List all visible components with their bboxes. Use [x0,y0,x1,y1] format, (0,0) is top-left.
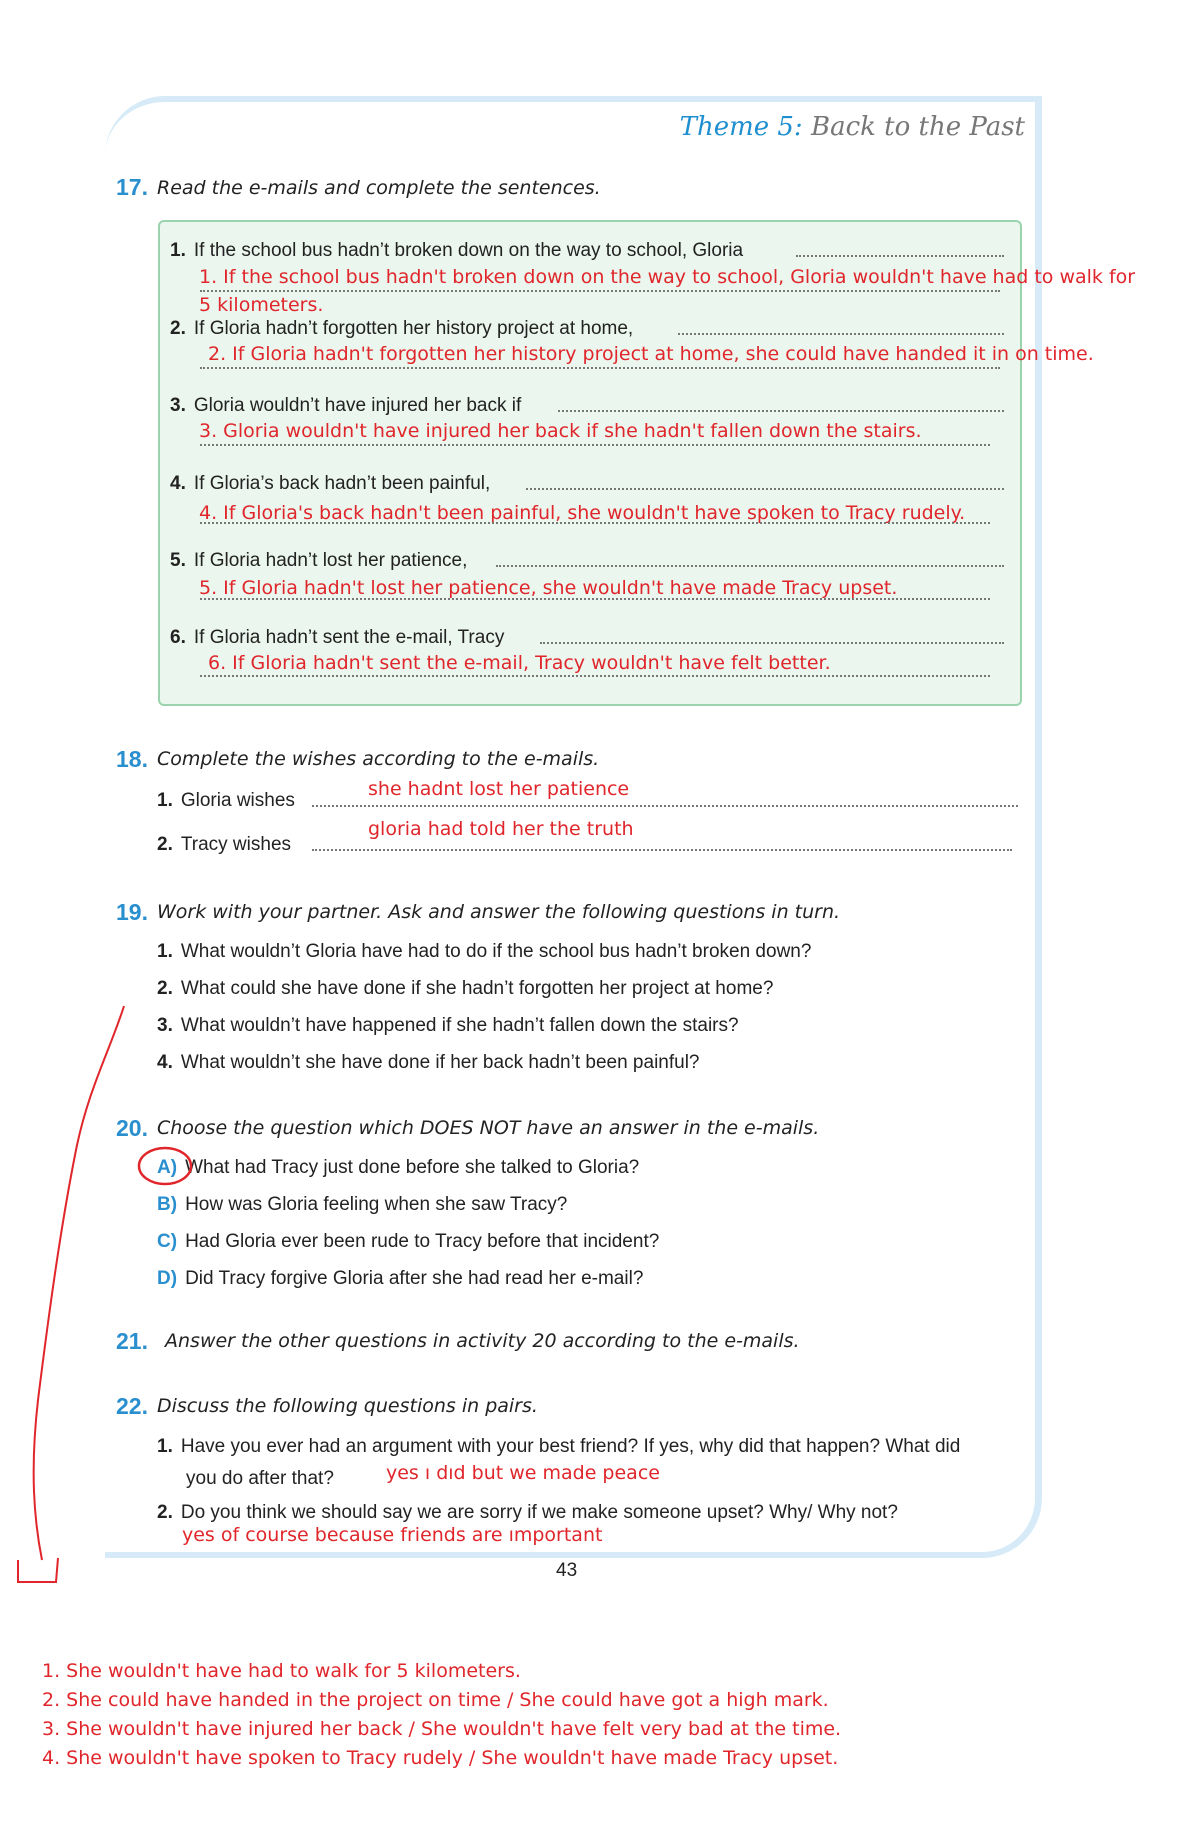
ex17-item-2: 2. If Gloria hadn’t forgotten her history project at home, [170,318,634,339]
ex22-answer-2: yes of course because friends are ımportant [182,1524,603,1546]
ex17-item-1: 1. If the school bus hadn’t broken down on the way to school, Gloria [170,240,744,261]
ex22-item-1: 1. Have you ever had an argument with your best friend? If yes, why did that happen? What did [157,1436,961,1457]
answer-circle [139,1148,191,1184]
ex17-instruction: Read the e-mails and complete the sentences. [157,177,601,199]
ex19-item-4: 4. What wouldn’t she have done if her back hadn’t been painful? [157,1052,700,1073]
theme-label: Theme 5: [679,112,803,142]
ex17-answer-4: 4. If Gloria's back hadn't been painful, she wouldn't have spoken to Tracy rudely. [199,502,966,524]
ex20-option-b: B) How was Gloria feeling when she saw Tracy? [157,1194,568,1215]
ex21-number: 21. [116,1328,148,1354]
ex19-item-1: 1. What wouldn’t Gloria have had to do if the school bus hadn’t broken down? [157,941,812,962]
arrow-line [34,1006,124,1560]
ex18-instruction: Complete the wishes according to the e-mails. [157,748,600,770]
ex19-item-2: 2. What could she have done if she hadn’t forgotten her project at home? [157,978,774,999]
ex20-number: 20. [116,1115,148,1141]
ex18-item-1: 1. Gloria wishes [157,790,295,811]
footer-answer-4: 4. She wouldn't have spoken to Tracy rudely / She wouldn't have made Tracy upset. [42,1747,839,1769]
ex17-answer-5: 5. If Gloria hadn't lost her patience, she wouldn't have made Tracy upset. [199,577,898,599]
ex19-instruction: Work with your partner. Ask and answer the following questions in turn. [157,901,841,923]
ex20-option-d: D) Did Tracy forgive Gloria after she had read her e-mail? [157,1268,644,1289]
ex17-item-6: 6. If Gloria hadn’t sent the e-mail, Tracy [170,627,505,648]
ex17-number: 17. [116,174,148,200]
theme-title: Back to the Past [810,112,1025,142]
ex17-answer-6: 6. If Gloria hadn't sent the e-mail, Tracy wouldn't have felt better. [208,652,831,674]
ex18-answer-2: gloria had told her the truth [368,818,634,840]
ex19-number: 19. [116,899,148,925]
ex22-number: 22. [116,1393,148,1419]
ex22-answer-1: yes ı dıd but we made peace [386,1462,660,1484]
ex17-item-5: 5. If Gloria hadn’t lost her patience, [170,550,468,571]
ex20-option-a: A) What had Tracy just done before she talked to Gloria? [157,1157,640,1178]
ex21-instruction: Answer the other questions in activity 20 according to the e-mails. [165,1330,800,1352]
footer-answer-2: 2. She could have handed in the project on time / She could have got a high mark. [42,1689,829,1711]
ex22-instruction: Discuss the following questions in pairs. [157,1395,538,1417]
page-number: 43 [556,1560,578,1581]
ex22-item-1-cont: you do after that? [186,1468,334,1489]
ex18-item-2: 2. Tracy wishes [157,834,292,855]
ex19-item-3: 3. What wouldn’t have happened if she hadn’t fallen down the stairs? [157,1015,739,1036]
footer-answer-3: 3. She wouldn't have injured her back / She wouldn't have felt very bad at the time. [42,1718,842,1740]
ex18-answer-1: she hadnt lost her patience [368,778,630,800]
ex18-number: 18. [116,746,148,772]
ex17-answer-1b: 5 kilometers. [199,294,324,316]
ex17-item-3: 3. Gloria wouldn’t have injured her back if [170,395,522,416]
ex20-option-c: C) Had Gloria ever been rude to Tracy before that incident? [157,1231,660,1252]
arrow-head [18,1558,58,1582]
ex20-instruction: Choose the question which DOES NOT have an answer in the e-mails. [157,1117,820,1139]
ex22-item-2: 2. Do you think we should say we are sorry if we make someone upset? Why/ Why not? [157,1502,898,1523]
ex17-answer-2: 2. If Gloria hadn't forgotten her history project at home, she could have handed it in on time. [208,343,1094,365]
ex17-answer-3: 3. Gloria wouldn't have injured her back if she hadn't fallen down the stairs. [199,420,922,442]
footer-answer-1: 1. She wouldn't have had to walk for 5 kilometers. [42,1660,521,1682]
ex17-answer-1: 1. If the school bus hadn't broken down on the way to school, Gloria wouldn't have had to walk for [199,266,1136,288]
ex17-item-4: 4. If Gloria’s back hadn’t been painful, [170,473,491,494]
